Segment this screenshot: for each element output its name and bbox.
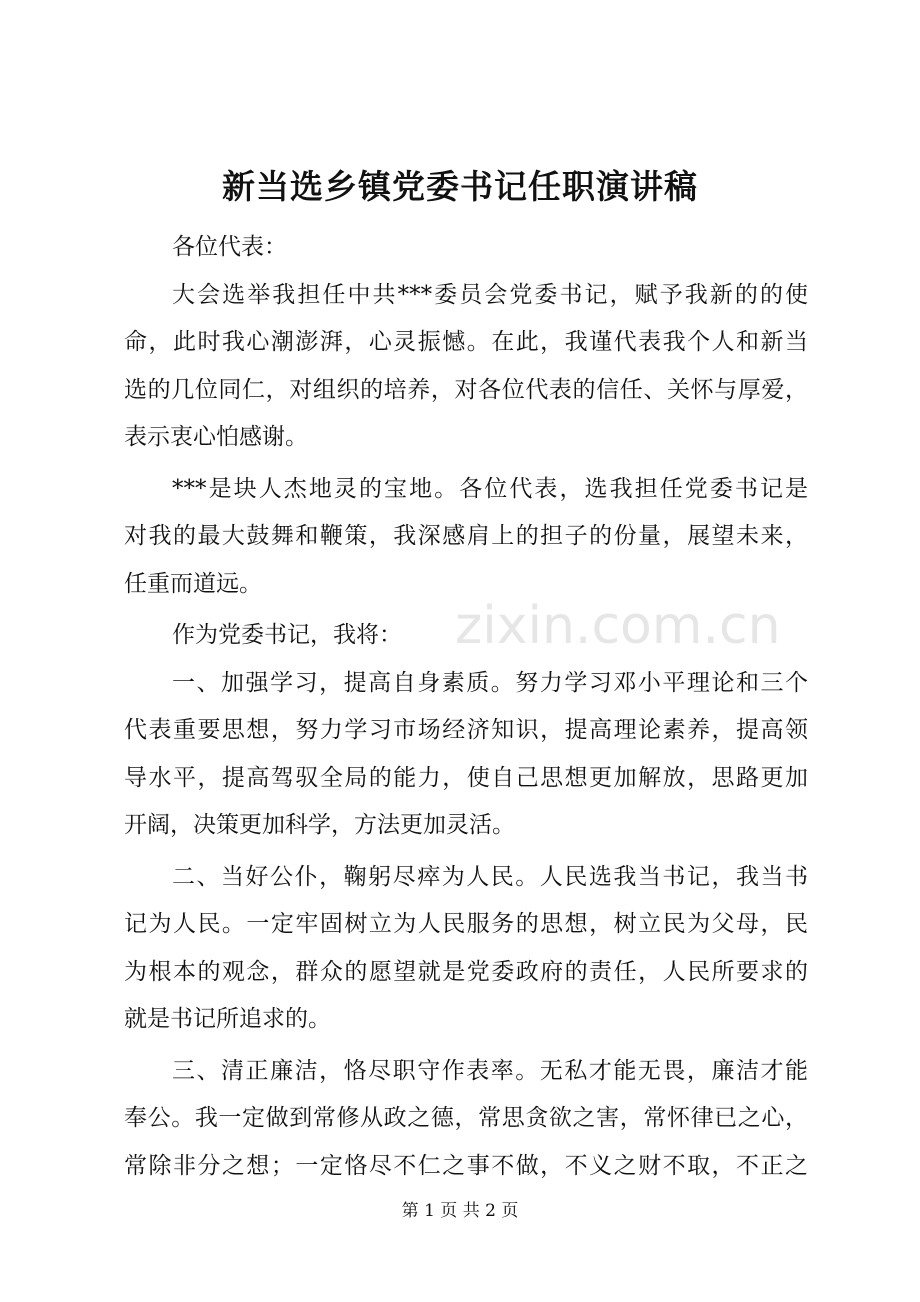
paragraph-1-line: 大会选举我担任中共***委员会党委书记，赋予我新的的使 bbox=[172, 281, 808, 308]
paragraph-6-line: 常除非分之想；一定恪尽不仁之事不做，不义之财不取，不正之 bbox=[124, 1152, 808, 1179]
paragraph-5-line: 为根本的观念，群众的愿望就是党委政府的责任，人民所要求的 bbox=[124, 958, 808, 985]
paragraph-2-line: 任重而道远。 bbox=[124, 570, 262, 597]
paragraph-1-line: 表示衷心怕感谢。 bbox=[124, 424, 308, 450]
paragraph-2-line: ***是块人杰地灵的宝地。各位代表，选我担任党委书记是 bbox=[172, 475, 808, 502]
salutation: 各位代表： bbox=[172, 234, 287, 260]
paragraph-5-line: 就是书记所追求的。 bbox=[124, 1006, 331, 1032]
document-title: 新当选乡镇党委书记任职演讲稿 bbox=[222, 167, 698, 206]
paragraph-4-line: 开阔，决策更加科学，方法更加灵活。 bbox=[124, 812, 515, 838]
paragraph-1-line: 选的几位同仁，对组织的培养，对各位代表的信任、关怀与厚爱， bbox=[124, 376, 808, 403]
paragraph-5-line: 记为人民。一定牢固树立为人民服务的思想，树立民为父母，民 bbox=[124, 911, 808, 937]
paragraph-2-line: 对我的最大鼓舞和鞭策，我深感肩上的担子的份量，展望未来， bbox=[124, 523, 808, 549]
paragraph-1-line: 命，此时我心潮澎湃，心灵振憾。在此，我谨代表我个人和新当 bbox=[124, 329, 808, 355]
paragraph-4-line: 导水平，提高驾驭全局的能力，使自己思想更加解放，思路更加 bbox=[124, 764, 808, 791]
watermark: zixin.com.cn bbox=[455, 596, 781, 656]
document-body bbox=[124, 224, 808, 1190]
paragraph-3-line: 作为党委书记，我将： bbox=[172, 622, 402, 648]
page-footer: 第 1 页 共 2 页 bbox=[401, 1201, 519, 1221]
paragraph-6-line: 奉公。我一定做到常修从政之德，常思贪欲之害，常怀律已之心， bbox=[124, 1105, 808, 1131]
paragraph-4-line: 代表重要思想，努力学习市场经济知识，提高理论素养，提高领 bbox=[124, 717, 808, 743]
paragraph-6-line: 三、清正廉洁，恪尽职守作表率。无私才能无畏，廉洁才能 bbox=[172, 1057, 808, 1084]
paragraph-5-line: 二、当好公仆，鞠躬尽瘁为人民。人民选我当书记，我当书 bbox=[172, 863, 808, 890]
paragraph-4-line: 一、加强学习，提高自身素质。努力学习邓小平理论和三个 bbox=[172, 669, 808, 696]
